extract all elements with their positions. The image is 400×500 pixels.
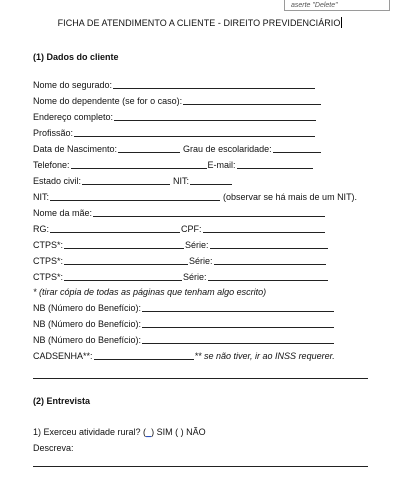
row-ctps1	[33, 239, 368, 251]
label-nit: NIT:	[173, 176, 190, 186]
field-data-nascimento[interactable]	[118, 143, 180, 153]
label-nb1: NB (Número do Benefício):	[33, 303, 142, 313]
label-serie2: Série:	[189, 256, 213, 266]
field-nit2[interactable]	[50, 191, 220, 201]
label-cpf: CPF:	[181, 224, 202, 234]
field-nome-segurado[interactable]	[113, 79, 315, 89]
label-data-nascimento: Data de Nascimento:	[33, 144, 118, 154]
label-ctps3: CTPS*:	[33, 272, 64, 282]
section1-heading: (1) Dados do cliente	[33, 52, 119, 62]
label-nb3: NB (Número do Benefício):	[33, 335, 142, 345]
label-profissao: Profissão:	[33, 128, 74, 138]
row-nome-dependente	[33, 95, 368, 107]
row-nb3	[33, 334, 368, 346]
field-profissao[interactable]	[74, 127, 315, 137]
field-cadsenha[interactable]	[94, 350, 194, 360]
field-serie3[interactable]	[208, 271, 328, 281]
label-telefone: Telefone:	[33, 160, 70, 170]
row-telefone	[33, 159, 368, 171]
row-profissao	[33, 127, 368, 139]
field-rg[interactable]	[50, 223, 180, 233]
label-estado-civil: Estado civil:	[33, 176, 82, 186]
row-endereco	[33, 111, 368, 123]
label-serie1: Série:	[185, 240, 209, 250]
row-estado-civil	[33, 175, 368, 187]
label-nome-mae: Nome da mãe:	[33, 208, 93, 218]
nit-note: (observar se há mais de um NIT).	[223, 192, 358, 202]
field-endereco[interactable]	[114, 111, 316, 121]
sim-nao-options: ) SIM ( ) NÃO	[151, 427, 206, 437]
row-rg-cpf	[33, 223, 368, 235]
cadsenha-note: ** se não tiver, ir ao INSS requerer.	[194, 351, 335, 361]
label-nome-dependente: Nome do dependente (se for o caso):	[33, 96, 183, 106]
label-cadsenha: CADSENHA**:	[33, 351, 93, 361]
field-ctps3[interactable]	[64, 271, 182, 281]
descreva-line[interactable]	[33, 466, 368, 467]
field-estado-civil[interactable]	[82, 175, 170, 185]
label-ctps1: CTPS*:	[33, 240, 64, 250]
label-descreva: Descreva:	[33, 443, 74, 453]
question-atividade-rural: 1) Exerceu atividade rural? (	[33, 427, 147, 437]
field-cpf[interactable]	[203, 223, 325, 233]
field-nb1[interactable]	[142, 302, 334, 312]
row-nascimento	[33, 143, 368, 155]
field-nome-dependente[interactable]	[183, 95, 321, 105]
field-nb3[interactable]	[142, 334, 334, 344]
label-nb2: NB (Número do Benefício):	[33, 319, 142, 329]
label-email: E-mail:	[207, 160, 236, 170]
field-nome-mae[interactable]	[93, 207, 325, 217]
label-endereco: Endereço completo:	[33, 112, 114, 122]
row-copy-note	[33, 286, 368, 298]
label-ctps2: CTPS*:	[33, 256, 64, 266]
document-title: FICHA DE ATENDIMENTO A CLIENTE - DIREITO PREVIDENCIÁRIO	[57, 18, 341, 28]
field-ctps2[interactable]	[64, 255, 188, 265]
label-nit2: NIT:	[33, 192, 50, 202]
field-serie2[interactable]	[214, 255, 326, 265]
comment-balloon[interactable]: aserte "Delete"	[284, 0, 390, 11]
row-atividade-rural	[33, 426, 368, 438]
field-nb2[interactable]	[142, 318, 334, 328]
row-nb2	[33, 318, 368, 330]
row-nome-segurado	[33, 79, 368, 91]
row-nome-mae	[33, 207, 368, 219]
field-email[interactable]	[237, 159, 313, 169]
text-cursor	[341, 17, 342, 28]
copy-note: * (tirar cópia de todas as páginas que tenham algo escrito)	[33, 287, 267, 297]
row-descreva	[33, 442, 368, 454]
row-ctps3	[33, 271, 368, 283]
row-nb1	[33, 302, 368, 314]
label-serie3: Série:	[183, 272, 207, 282]
field-telefone[interactable]	[71, 159, 207, 169]
row-cadsenha	[33, 350, 368, 362]
row-ctps2	[33, 255, 368, 267]
sim-checkbox[interactable]: _	[146, 427, 152, 437]
section-divider	[33, 378, 368, 379]
field-serie1[interactable]	[210, 239, 328, 249]
section2-heading: (2) Entrevista	[33, 396, 91, 406]
label-rg: RG:	[33, 224, 50, 234]
row-nit2	[33, 191, 368, 203]
field-grau-escolaridade[interactable]	[273, 143, 321, 153]
field-nit[interactable]	[190, 175, 232, 185]
field-ctps1[interactable]	[64, 239, 184, 249]
label-nome-segurado: Nome do segurado:	[33, 80, 113, 90]
label-grau-escolaridade: Grau de escolaridade:	[183, 144, 272, 154]
